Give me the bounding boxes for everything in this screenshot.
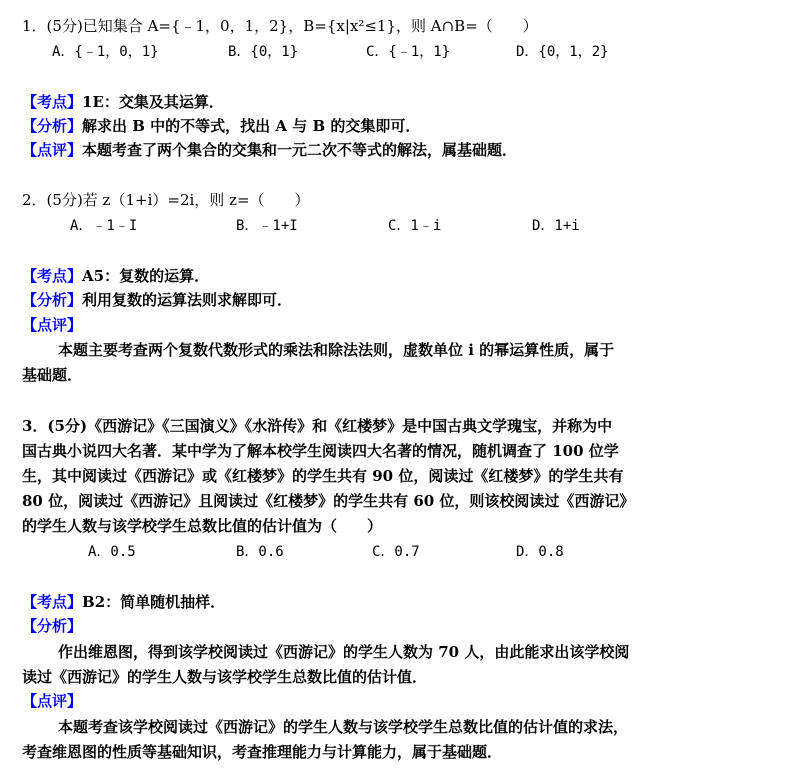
q3-kaodian-row (22, 590, 225, 614)
fenxi-tag: 【分析】 (22, 291, 83, 309)
q2-dianping-line-1: 本题主要考查两个复数代数形式的乘法和除法法则，虚数单位 i 的幂运算性质，属于 (58, 341, 615, 359)
q1-dianping-row (22, 138, 517, 162)
q1-option-a: A．{﹣1，0，1} (52, 44, 159, 60)
kaodian-tag: 【考点】 (22, 93, 83, 111)
q1-fenxi: 解求出 B 中的不等式，找出 A 与 B 的交集即可． (82, 117, 421, 135)
q3-option-c: C．0.7 (372, 544, 420, 560)
q2-dianping-line-2: 基础题． (22, 366, 83, 384)
q3-fenxi-tag: 【分析】 (22, 617, 83, 635)
q1-kaodian: 1E：交集及其运算． (82, 93, 224, 111)
q3-stem-line-1: 3．(5分)《西游记》《三国演义》《水浒传》和《红楼梦》是中国古典文学瑰宝，并称为中 (22, 417, 613, 435)
q2-dianping-tag: 【点评】 (22, 316, 83, 334)
q1-kaodian-row (22, 90, 224, 114)
q1-option-c: C．{﹣1，1} (366, 44, 451, 60)
q2-fenxi-row (22, 288, 292, 312)
q3-kaodian: B2：简单随机抽样． (82, 593, 226, 611)
q2-option-d: D．1+i (532, 218, 580, 234)
q3-option-b: B．0.6 (236, 544, 284, 560)
q3-option-a: A．0.5 (88, 544, 136, 560)
kaodian-tag: 【考点】 (22, 593, 83, 611)
q3-dianping-tag: 【点评】 (22, 692, 83, 710)
fenxi-tag: 【分析】 (22, 117, 83, 135)
q3-dianping-line-2: 考查维恩图的性质等基础知识，考查推理能力与计算能力，属于基础题． (22, 743, 503, 761)
q3-fenxi-line-2: 读过《西游记》的学生人数与该学校学生总数比值的估计值． (22, 668, 428, 686)
q1-dianping: 本题考查了两个集合的交集和一元二次不等式的解法，属基础题． (82, 141, 518, 159)
q3-stem-line-3: 生，其中阅读过《西游记》或《红楼梦》的学生共有 90 位，阅读过《红楼梦》的学生共有 (22, 467, 624, 485)
q3-dianping-line-1: 本题考查该学校阅读过《西游记》的学生人数与该学校学生总数比值的估计值的求法， (58, 718, 629, 736)
kaodian-tag: 【考点】 (22, 267, 83, 285)
q2-option-b: B．﹣1+I (236, 218, 298, 234)
q3-stem-line-4: 80 位，阅读过《西游记》且阅读过《红楼梦》的学生共有 60 位，则该校阅读过《西游记》 (22, 492, 635, 510)
q2-kaodian-row (22, 264, 209, 288)
q2-stem: 2．(5分)若 z（1+i）=2i，则 z=（ ） (22, 191, 310, 209)
q1-stem: 1．(5分)已知集合 A={﹣1，0，1，2}，B={x|x²≤1}，则 A∩B=（ ） (22, 17, 538, 35)
dianping-tag: 【点评】 (22, 141, 83, 159)
q2-kaodian: A5：复数的运算． (82, 267, 210, 285)
q1-fenxi-row (22, 114, 420, 138)
q3-stem-line-2: 国古典小说四大名著．某中学为了解本校学生阅读四大名著的情况，随机调查了 100 位学 (22, 442, 619, 460)
q3-stem-line-5: 的学生人数与该学校学生总数比值的估计值为（ ） (22, 517, 383, 535)
q1-option-b: B．{0，1} (228, 44, 299, 60)
q3-option-d: D．0.8 (516, 544, 564, 560)
q2-fenxi: 利用复数的运算法则求解即可． (82, 291, 293, 309)
q1-option-d: D．{0，1，2} (516, 44, 609, 60)
q3-fenxi-line-1: 作出维恩图，得到该学校阅读过《西游记》的学生人数为 70 人，由此能求出该学校阅 (58, 643, 630, 661)
q2-option-a: A．﹣1﹣I (70, 218, 138, 234)
q2-option-c: C．1﹣i (388, 218, 442, 234)
